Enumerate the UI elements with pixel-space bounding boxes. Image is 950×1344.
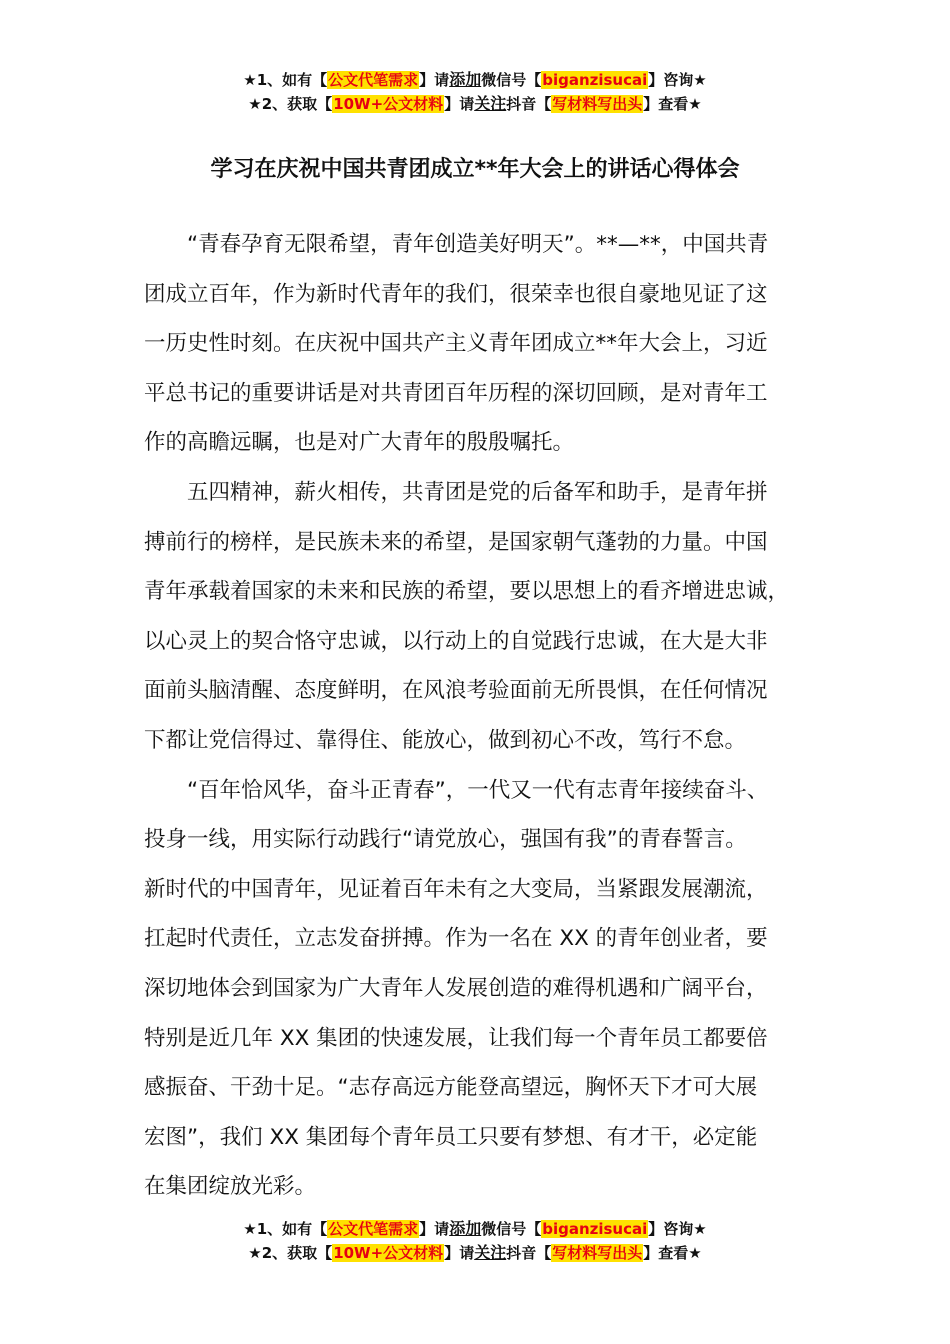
footer-banner — [0, 1217, 950, 1265]
paragraph-1-line: “青春孕育无限希望，青年创造美好明天”。**—**，中国共青 — [187, 232, 769, 257]
paragraph-1-line: 团成立百年，作为新时代青年的我们，很荣幸也很自豪地见证了这 — [144, 281, 768, 307]
highlight-service: 公文代笔需求 — [328, 71, 419, 89]
banner-text: 】查看★ — [643, 1244, 702, 1262]
paragraph-1-line: 平总书记的重要讲话是对共青团百年历程的深切回顾，是对青年工 — [144, 380, 768, 406]
banner-text: ★2、获取【 — [248, 1244, 333, 1262]
document-title: 学习在庆祝中国共青团成立**年大会上的讲话心得体会 — [210, 157, 740, 182]
banner-text: 微信号【 — [481, 71, 542, 89]
banner-text: ★1、如有【 — [243, 1220, 328, 1238]
paragraph-3-line: 宏图”，我们 XX 集团每个青年员工只要有梦想、有才干，必定能 — [144, 1124, 758, 1150]
paragraph-3-line: 特别是近几年 XX 集团的快速发展，让我们每一个青年员工都要倍 — [144, 1025, 768, 1051]
banner-text: 】咨询★ — [648, 71, 707, 89]
paragraph-3-line: 新时代的中国青年，见证着百年未有之大变局，当紧跟发展潮流， — [144, 876, 768, 902]
banner-text: ★1、如有【 — [243, 71, 328, 89]
underlined-word: 关注 — [474, 94, 507, 113]
paragraph-3-line: “百年恰风华，奋斗正青春”，一代又一代有志青年接续奋斗、 — [187, 777, 769, 803]
paragraph-2-line: 下都让党信得过、靠得住、能放心，做到初心不改，笃行不怠。 — [144, 727, 747, 753]
banner-text: 】请 — [419, 1220, 450, 1238]
banner-text: 】请 — [444, 1244, 475, 1262]
banner-line-2 — [0, 92, 950, 116]
highlight-service: 公文代笔需求 — [328, 1220, 419, 1238]
underlined-word: 关注 — [474, 1243, 507, 1262]
banner-text: 】咨询★ — [648, 1220, 707, 1238]
banner-text: ★2、获取【 — [248, 95, 333, 113]
banner-line-1 — [0, 1217, 950, 1241]
banner-line-1 — [0, 68, 950, 92]
paragraph-2-line: 青年承载着国家的未来和民族的希望，要以思想上的看齐增进忠诚， — [144, 579, 790, 605]
banner-text: 抖音【 — [506, 95, 552, 113]
banner-text: 】请 — [444, 95, 475, 113]
paragraph-1-line: 一历史性时刻。在庆祝中国共产主义青年团成立**年大会上，习近 — [144, 331, 768, 357]
banner-text: 微信号【 — [481, 1220, 542, 1238]
paragraph-2-line: 五四精神，薪火相传，共青团是党的后备军和助手，是青年拼 — [187, 479, 768, 505]
highlight-wechat-id: biganzisucai — [542, 1220, 648, 1238]
banner-text: 】请 — [419, 71, 450, 89]
underlined-word: 添加 — [449, 70, 482, 89]
paragraph-3-line: 感振奋、干劲十足。“志存高远方能登高望远，胸怀天下才可大展 — [144, 1075, 758, 1101]
underlined-word: 添加 — [449, 1219, 482, 1238]
paragraph-2-line: 面前头脑清醒、态度鲜明，在风浪考验面前无所畏惧，在任何情况 — [144, 678, 768, 704]
document-body — [144, 220, 824, 1212]
banner-line-2 — [0, 1241, 950, 1265]
header-banner — [0, 68, 950, 116]
highlight-materials: 10W+公文材料 — [333, 95, 444, 113]
paragraph-3-line: 投身一线，用实际行动践行“请党放心，强国有我”的青春誓言。 — [144, 827, 747, 853]
paragraph-1-line: 作的高瞻远瞩，也是对广大青年的殷殷嘱托。 — [144, 430, 575, 456]
paragraph-3-line: 在集团绽放光彩。 — [144, 1174, 317, 1200]
highlight-wechat-id: biganzisucai — [542, 71, 648, 89]
banner-text: 】查看★ — [643, 95, 702, 113]
paragraph-3-line: 扛起时代责任，立志发奋拼搏。作为一名在 XX 的青年创业者，要 — [144, 926, 768, 952]
highlight-douyin-account: 写材料写出头 — [552, 1244, 643, 1262]
paragraph-3-line: 深切地体会到国家为广大青年人发展创造的难得机遇和广阔平台， — [144, 975, 768, 1001]
banner-text: 抖音【 — [506, 1244, 552, 1262]
paragraph-2-line: 以心灵上的契合恪守忠诚，以行动上的自觉践行忠诚，在大是大非 — [144, 628, 768, 654]
highlight-douyin-account: 写材料写出头 — [552, 95, 643, 113]
paragraph-2-line: 搏前行的榜样，是民族未来的希望，是国家朝气蓬勃的力量。中国 — [144, 529, 768, 555]
highlight-materials: 10W+公文材料 — [333, 1244, 444, 1262]
